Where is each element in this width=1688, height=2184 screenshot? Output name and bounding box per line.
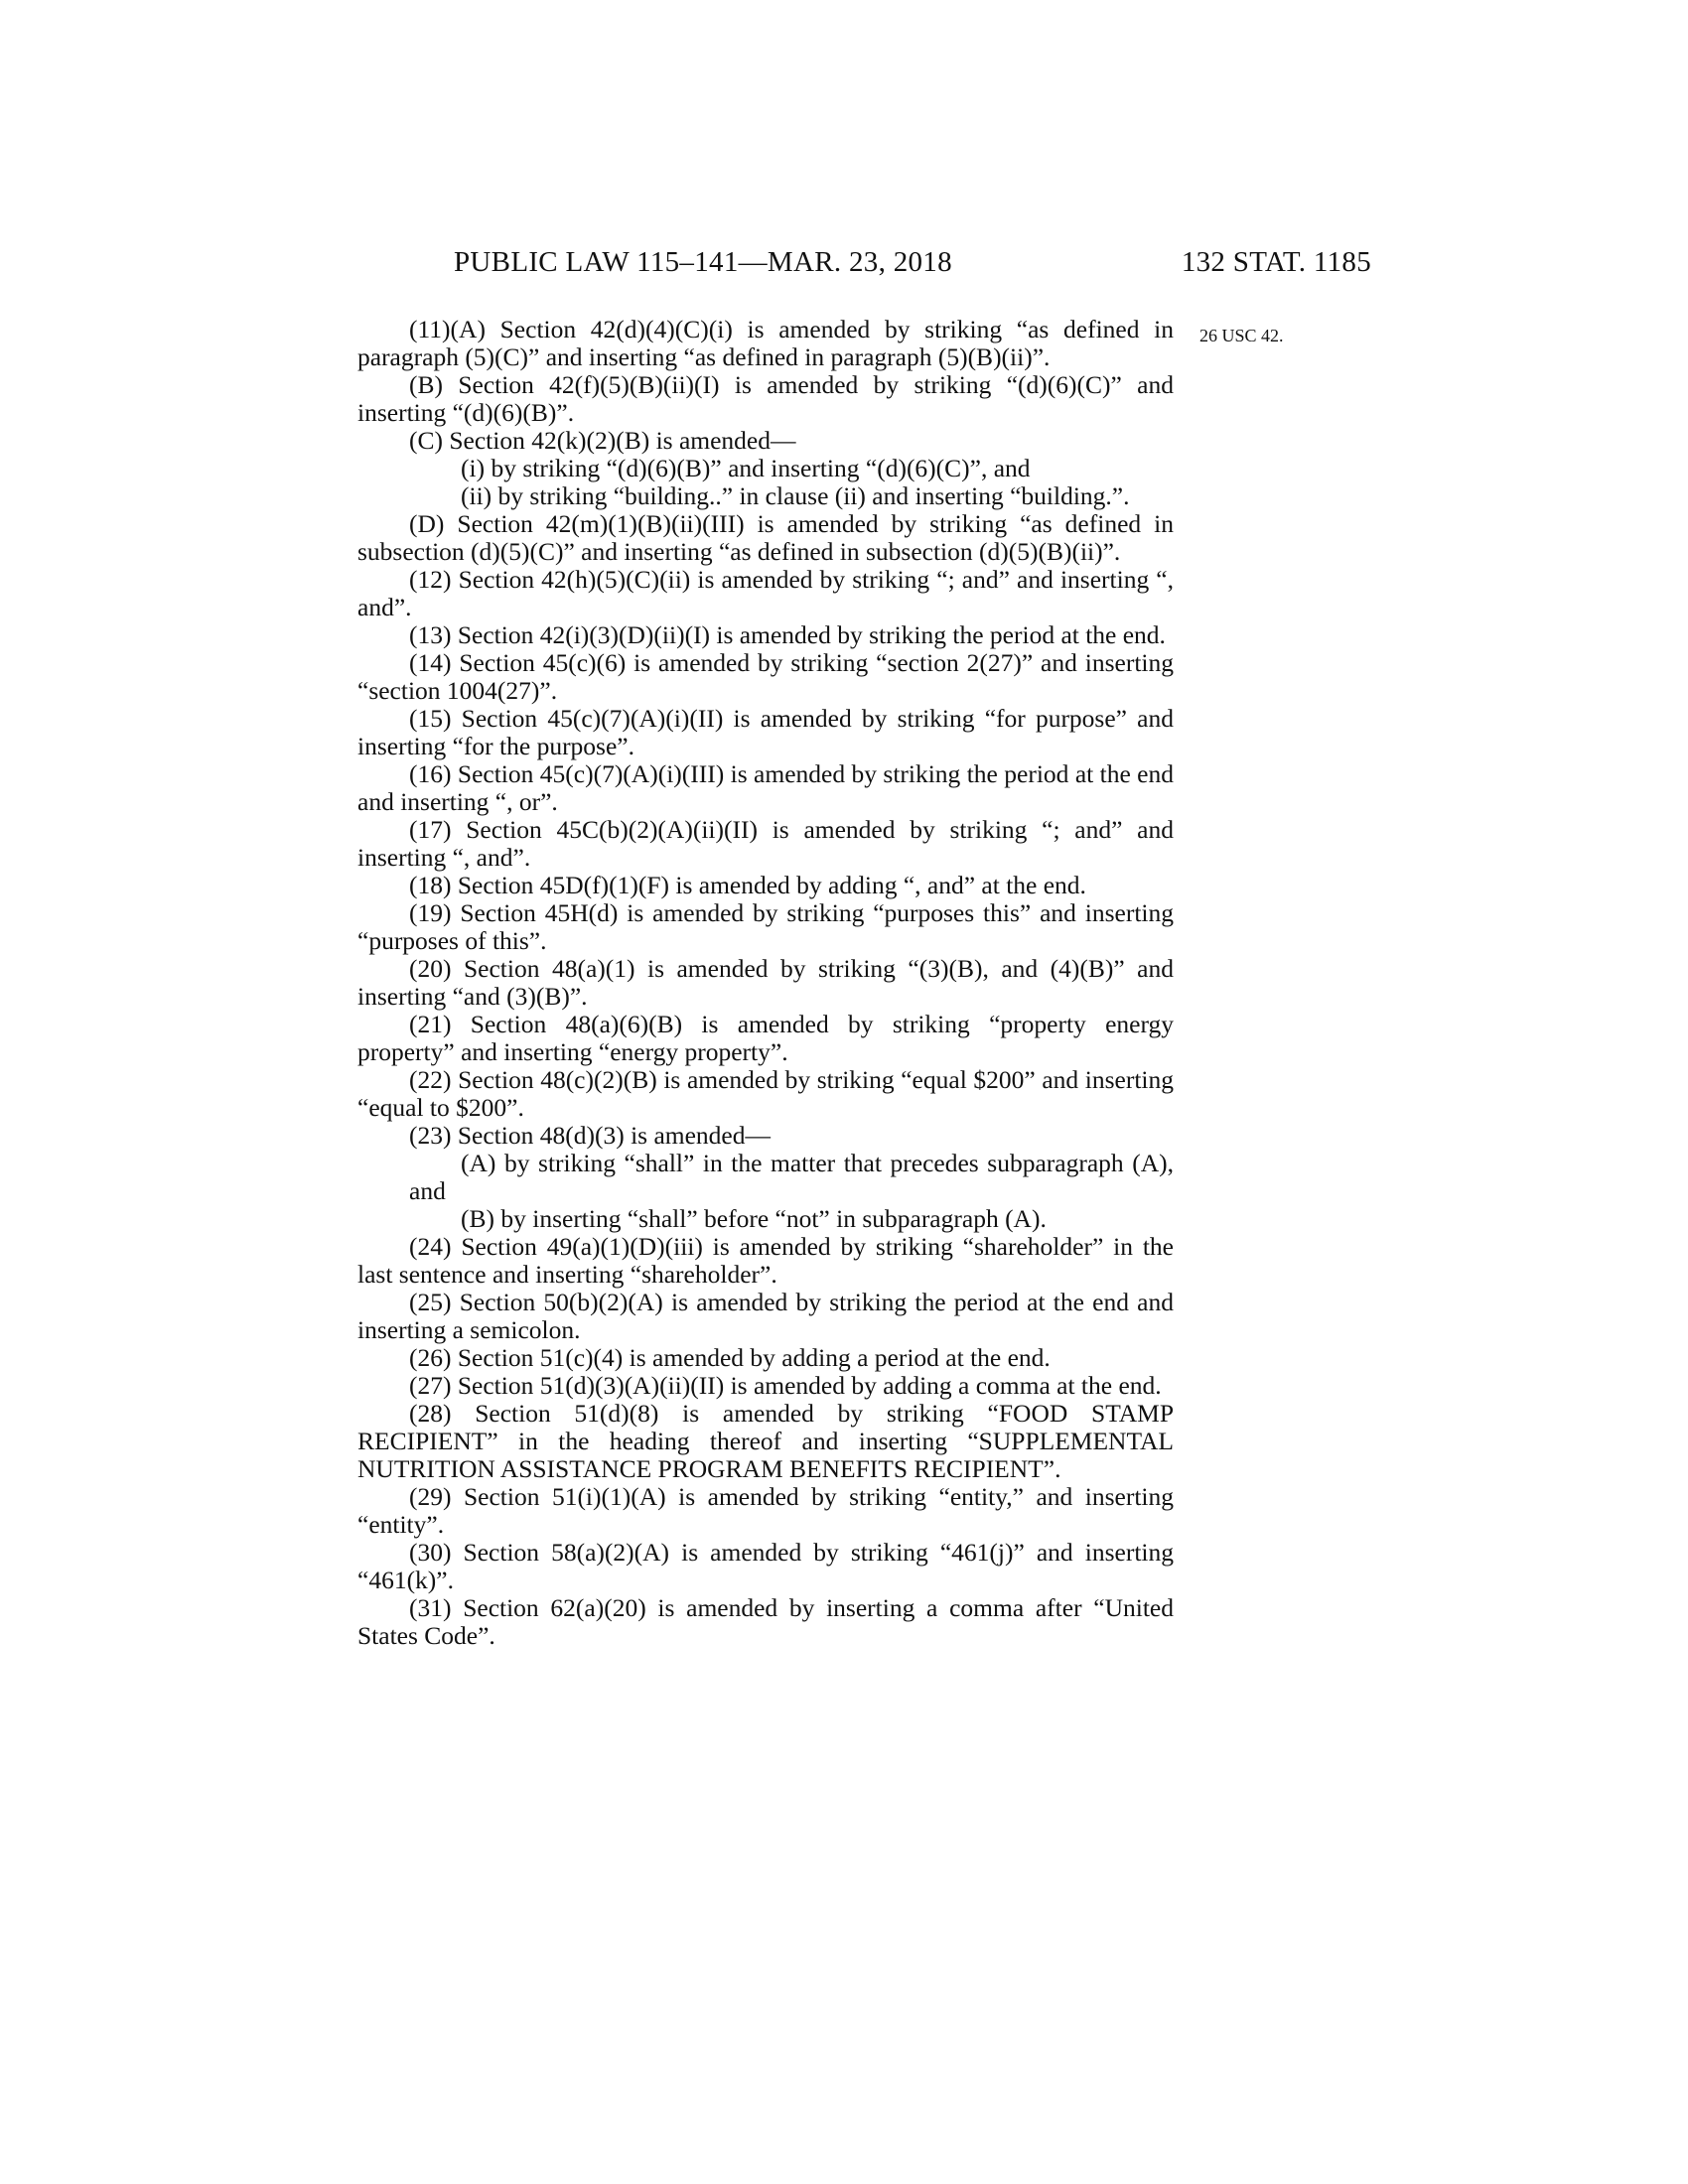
paragraph: (D) Section 42(m)(1)(B)(ii)(III) is amended by striking “as defined in subsection (d)(5)(C)” and inserting “as defined in subsection (d)(5)(B)(ii)”. [357, 509, 1174, 566]
paragraph: (ii) by striking “building..” in clause (ii) and inserting “building.”. [461, 481, 1130, 510]
paragraph: (24) Section 49(a)(1)(D)(iii) is amended by striking “shareholder” in the last sentence and inserting “shareholder”. [357, 1232, 1174, 1289]
paragraph: (18) Section 45D(f)(1)(F) is amended by adding “, and” at the end. [409, 871, 1086, 899]
paragraph: (29) Section 51(i)(1)(A) is amended by striking “entity,” and inserting “entity”. [357, 1482, 1174, 1539]
paragraph: (31) Section 62(a)(20) is amended by inserting a comma after “United States Code”. [357, 1593, 1174, 1650]
paragraph: (17) Section 45C(b)(2)(A)(ii)(II) is amended by striking “; and” and inserting “, and”. [357, 815, 1174, 872]
running-head: PUBLIC LAW 115–141—MAR. 23, 2018 [454, 246, 952, 278]
paragraph: (B) Section 42(f)(5)(B)(ii)(I) is amended by striking “(d)(6)(C)” and inserting “(d)(6)(B)”. [357, 370, 1174, 427]
paragraph: (B) by inserting “shall” before “not” in subparagraph (A). [461, 1204, 1047, 1233]
page-number: 132 STAT. 1185 [1181, 246, 1371, 278]
paragraph: (12) Section 42(h)(5)(C)(ii) is amended by striking “; and” and inserting “, and”. [357, 565, 1174, 621]
margin-citation: 26 USC 42. [1199, 326, 1284, 345]
paragraph: (20) Section 48(a)(1) is amended by striking “(3)(B), and (4)(B)” and inserting “and (3)(B)”. [357, 954, 1174, 1011]
paragraph: (19) Section 45H(d) is amended by striking “purposes this” and inserting “purposes of this”. [357, 898, 1174, 955]
paragraph: (23) Section 48(d)(3) is amended— [409, 1121, 771, 1150]
paragraph: (i) by striking “(d)(6)(B)” and inserting “(d)(6)(C)”, and [461, 454, 1031, 482]
paragraph: (26) Section 51(c)(4) is amended by adding a period at the end. [409, 1343, 1051, 1372]
document-body [357, 316, 1174, 1650]
paragraph: (22) Section 48(c)(2)(B) is amended by striking “equal $200” and inserting “equal to $200”. [357, 1065, 1174, 1122]
paragraph: (A) by striking “shall” in the matter that precedes subparagraph (A), and [409, 1149, 1174, 1205]
paragraph: (30) Section 58(a)(2)(A) is amended by striking “461(j)” and inserting “461(k)”. [357, 1538, 1174, 1594]
paragraph: (27) Section 51(d)(3)(A)(ii)(II) is amended by adding a comma at the end. [409, 1371, 1162, 1400]
paragraph: (21) Section 48(a)(6)(B) is amended by striking “property energy property” and inserting “energy property”. [357, 1010, 1174, 1066]
paragraph: (C) Section 42(k)(2)(B) is amended— [409, 426, 796, 455]
paragraph: (16) Section 45(c)(7)(A)(i)(III) is amended by striking the period at the end and inserting “, or”. [357, 759, 1174, 816]
paragraph: (11)(A) Section 42(d)(4)(C)(i) is amended by striking “as defined in paragraph (5)(C)” and inserting “as defined in paragraph (5)(B)(ii)”. [357, 315, 1174, 371]
paragraph: (13) Section 42(i)(3)(D)(ii)(I) is amended by striking the period at the end. [409, 620, 1166, 649]
paragraph: (15) Section 45(c)(7)(A)(i)(II) is amended by striking “for purpose” and inserting “for the purpose”. [357, 704, 1174, 760]
page-header [355, 246, 1371, 290]
paragraph: (28) Section 51(d)(8) is amended by striking “FOOD STAMP RECIPIENT” in the heading thereof and inserting “SUPPLEMENTAL NUTRITION ASSISTANCE PROGRAM BENEFITS RECIPIENT”. [357, 1399, 1174, 1483]
paragraph: (25) Section 50(b)(2)(A) is amended by striking the period at the end and inserting a semicolon. [357, 1288, 1174, 1344]
paragraph: (14) Section 45(c)(6) is amended by striking “section 2(27)” and inserting “section 1004(27)”. [357, 648, 1174, 705]
